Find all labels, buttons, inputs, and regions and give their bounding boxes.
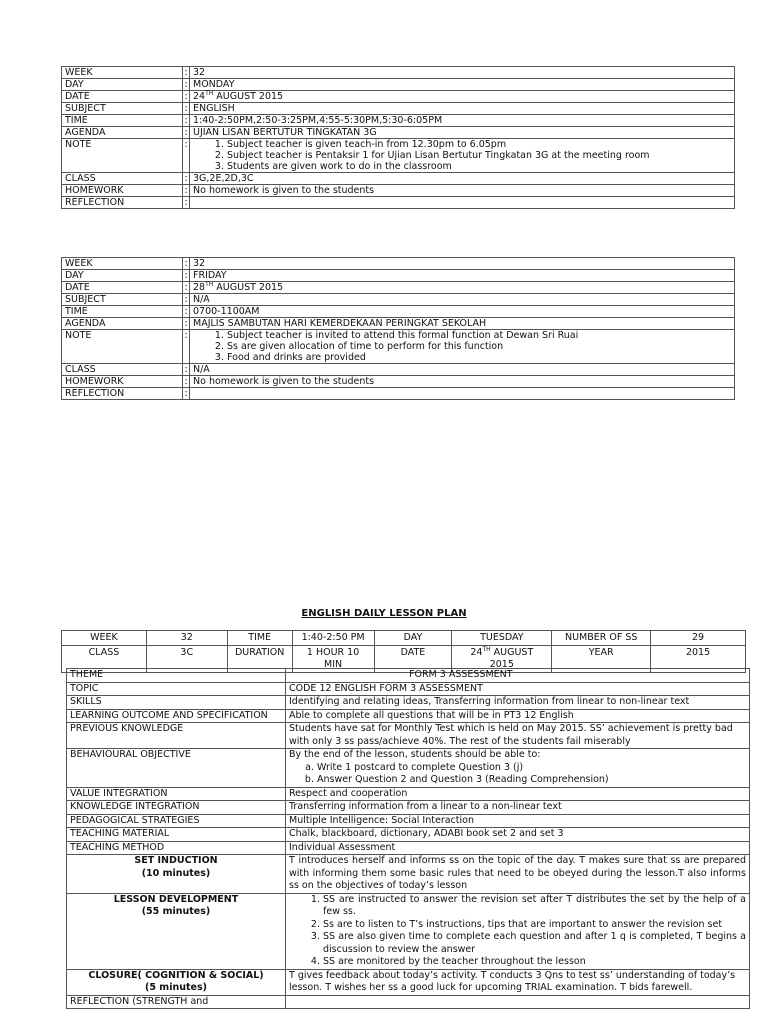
table-row	[67, 969, 750, 995]
table-row	[62, 115, 735, 127]
lesson-development-duration: (55 minutes)	[141, 906, 211, 917]
time-label: TIME	[62, 115, 183, 127]
table-row	[67, 995, 750, 1009]
knowledge-integration-value: Transferring information from a linear to a non-linear text	[286, 801, 750, 815]
colon: :	[184, 364, 188, 375]
date-suffix: TH	[205, 89, 214, 97]
lesson-development-title: LESSON DEVELOPMENT	[113, 893, 239, 905]
skills-value: Identifying and relating ideas, Transferring information from linear to non-linear text	[286, 696, 750, 710]
table-row	[62, 173, 735, 185]
table-row	[62, 364, 735, 376]
colon: :	[184, 294, 188, 305]
theme-text: FORM 3 ASSESSMENT	[409, 669, 513, 680]
note-value	[190, 330, 735, 364]
table-row	[67, 893, 750, 969]
date-day: 24	[470, 647, 483, 658]
list-item: 3. Food and drinks are provided	[227, 352, 731, 363]
list-item: 3. SS are also given time to complete each question and after 1 q is completed, T begins a discussion to review the answer	[323, 931, 746, 956]
list-item: b. Answer Question 2 and Question 3 (Reading Comprehension)	[317, 774, 746, 787]
table-row	[62, 376, 735, 388]
date-year: 2015	[489, 659, 514, 670]
colon: :	[184, 115, 188, 126]
table-row	[62, 91, 735, 103]
time-label: TIME	[62, 306, 183, 318]
homework-value: No homework is given to the students	[190, 185, 735, 197]
teaching-method-value: Individual Assessment	[286, 841, 750, 855]
table-row	[62, 79, 735, 91]
note-label: NOTE	[62, 330, 183, 364]
lesson-header-grid	[61, 630, 746, 673]
list-item: 2. Subject teacher is Pentaksir 1 for Ujian Lisan Bertutur Tingkatan 3G at the meeting room	[227, 150, 731, 161]
colon: :	[184, 79, 188, 90]
knowledge-integration-label: KNOWLEDGE INTEGRATION	[67, 801, 286, 815]
table-row	[62, 197, 735, 209]
day-value: TUESDAY	[452, 631, 552, 646]
date-label: DATE	[62, 282, 183, 294]
reflection-value	[190, 388, 735, 400]
time-label: TIME	[227, 631, 292, 646]
note-label: NOTE	[62, 139, 183, 173]
week-value: 32	[190, 258, 735, 270]
value-integration-label: VALUE INTEGRATION	[67, 787, 286, 801]
topic-value: CODE 12 ENGLISH FORM 3 ASSESSMENT	[286, 682, 750, 696]
friday-schedule-table	[61, 257, 735, 400]
set-induction-duration: (10 minutes)	[141, 867, 211, 879]
behavioural-objective-intro: By the end of the lesson, students should be able to:	[289, 749, 541, 760]
pedagogical-strategies-label: PEDAGOGICAL STRATEGIES	[67, 814, 286, 828]
duration-line-1: 1 HOUR 10	[306, 647, 360, 658]
colon: :	[184, 103, 188, 114]
day-label: DAY	[62, 79, 183, 91]
objective-list	[289, 762, 746, 787]
note-list	[193, 330, 731, 363]
agenda-value: UJIAN LISAN BERTUTUR TINGKATAN 3G	[190, 127, 735, 139]
list-item: 1. Subject teacher is invited to attend this formal function at Dewan Sri Ruai	[227, 330, 731, 341]
number-of-ss-label: NUMBER OF SS	[552, 631, 651, 646]
table-row	[67, 841, 750, 855]
reflection-label: REFLECTION (STRENGTH and	[67, 995, 286, 1009]
date-suffix: TH	[205, 280, 214, 288]
class-label: CLASS	[62, 364, 183, 376]
table-row	[67, 669, 750, 683]
week-value: 32	[190, 67, 735, 79]
subject-value: ENGLISH	[190, 103, 735, 115]
table-row	[62, 631, 746, 646]
date-label: DATE	[374, 646, 452, 673]
teaching-material-label: TEACHING MATERIAL	[67, 828, 286, 842]
class-label: CLASS	[62, 173, 183, 185]
list-item: 3. Students are given work to do in the classroom	[227, 161, 731, 172]
set-induction-label	[67, 855, 286, 894]
behavioural-objective-value	[286, 749, 750, 788]
class-value: 3C	[146, 646, 227, 673]
reflection-label: REFLECTION	[62, 388, 183, 400]
colon: :	[184, 185, 188, 196]
colon: :	[184, 258, 188, 269]
colon: :	[184, 376, 188, 387]
list-item: 1. Subject teacher is given teach-in from 12.30pm to 6.05pm	[227, 139, 731, 150]
table-row	[67, 749, 750, 788]
homework-label: HOMEWORK	[62, 185, 183, 197]
learning-outcome-value: Able to complete all questions that will be in PT3 12 English	[286, 709, 750, 723]
table-row	[62, 330, 735, 364]
table-row	[62, 306, 735, 318]
table-row	[67, 855, 750, 894]
week-label: WEEK	[62, 258, 183, 270]
list-item: 1. SS are instructed to answer the revision set after T distributes the set by the help of a few ss.	[323, 894, 746, 919]
colon: :	[184, 173, 188, 184]
date-rest: AUGUST 2015	[213, 91, 284, 102]
day-value: MONDAY	[190, 79, 735, 91]
list-item: 4. SS are monitored by the teacher throughout the lesson	[323, 956, 746, 969]
table-row	[62, 294, 735, 306]
colon: :	[184, 91, 188, 102]
note-value	[190, 139, 735, 173]
time-value: 1:40-2:50 PM	[292, 631, 374, 646]
table-row	[62, 103, 735, 115]
homework-label: HOMEWORK	[62, 376, 183, 388]
topic-label: TOPIC	[67, 682, 286, 696]
table-row	[67, 801, 750, 815]
skills-label: SKILLS	[67, 696, 286, 710]
table-row	[62, 258, 735, 270]
date-value	[190, 282, 735, 294]
colon: :	[184, 197, 188, 208]
day-value: FRIDAY	[190, 270, 735, 282]
table-row	[62, 270, 735, 282]
table-row	[62, 139, 735, 173]
previous-knowledge-value: Students have sat for Monthly Test which is held on May 2015. SS’ achievement is pretty bad with only 3 ss pass/achieve 40%. The rest of the students fail miserably	[286, 723, 750, 749]
year-value: 2015	[651, 646, 746, 673]
agenda-label: AGENDA	[62, 127, 183, 139]
previous-knowledge-label: PREVIOUS KNOWLEDGE	[67, 723, 286, 749]
lesson-development-label	[67, 893, 286, 969]
agenda-value: MAJLIS SAMBUTAN HARI KEMERDEKAAN PERINGKAT SEKOLAH	[190, 318, 735, 330]
monday-schedule-table	[61, 66, 735, 209]
colon: :	[184, 67, 188, 78]
set-induction-title: SET INDUCTION	[134, 855, 218, 866]
table-row	[67, 696, 750, 710]
colon: :	[183, 139, 190, 173]
lesson-development-value	[286, 893, 750, 969]
agenda-label: AGENDA	[62, 318, 183, 330]
closure-label	[67, 969, 286, 995]
teaching-material-value: Chalk, blackboard, dictionary, ADABI book set 2 and set 3	[286, 828, 750, 842]
colon: :	[184, 127, 188, 138]
week-label: WEEK	[62, 631, 147, 646]
colon: :	[183, 330, 190, 364]
date-value	[190, 91, 735, 103]
theme-label: THEME	[67, 669, 286, 683]
date-day: 28	[193, 282, 206, 293]
number-of-ss-value: 29	[651, 631, 746, 646]
lesson-plan-table	[66, 668, 750, 1009]
closure-title: CLOSURE( COGNITION & SOCIAL)	[88, 969, 264, 981]
pedagogical-strategies-value: Multiple Intelligence: Social Interaction	[286, 814, 750, 828]
table-row	[62, 318, 735, 330]
colon: :	[184, 318, 188, 329]
day-label: DAY	[62, 270, 183, 282]
closure-value: T gives feedback about today’s activity. T conducts 3 Qns to test ss’ understanding of today’s lesson. T wishes her ss a good luck for upcoming TRIAL examination. T bids farewell.	[286, 969, 750, 995]
set-induction-value: T introduces herself and informs ss on the topic of the day. T makes sure that ss are prepared with informing them some basic rules that need to be obeyed during the lesson.T also informs ss on the objectives of today’s lesson	[286, 855, 750, 894]
table-row	[62, 388, 735, 400]
year-label: YEAR	[552, 646, 651, 673]
colon: :	[184, 282, 188, 293]
colon: :	[184, 306, 188, 317]
closure-duration: (5 minutes)	[145, 982, 207, 993]
table-row	[62, 67, 735, 79]
list-item: a. Write 1 postcard to complete Question 3 (j)	[317, 762, 746, 775]
duration-line-2: MIN	[324, 659, 343, 670]
date-suffix: TH	[482, 645, 491, 653]
colon: :	[184, 270, 188, 281]
table-row	[62, 185, 735, 197]
date-day: 24	[193, 91, 206, 102]
day-label: DAY	[374, 631, 452, 646]
note-list	[193, 139, 731, 172]
colon: :	[184, 388, 188, 399]
table-row	[62, 282, 735, 294]
reflection-label: REFLECTION	[62, 197, 183, 209]
theme-value	[286, 669, 750, 683]
table-row	[67, 787, 750, 801]
homework-value: No homework is given to the students	[190, 376, 735, 388]
class-label: CLASS	[62, 646, 147, 673]
table-row	[67, 723, 750, 749]
table-row	[67, 709, 750, 723]
subject-label: SUBJECT	[62, 103, 183, 115]
date-rest: AUGUST 2015	[213, 282, 284, 293]
time-value: 1:40-2:50PM,2:50-3:25PM,4:55-5:30PM,5:30-6:05PM	[190, 115, 735, 127]
reflection-value	[286, 995, 750, 1009]
behavioural-objective-label: BEHAVIOURAL OBJECTIVE	[67, 749, 286, 788]
table-row	[67, 828, 750, 842]
table-row	[67, 814, 750, 828]
table-row	[67, 682, 750, 696]
value-integration-value: Respect and cooperation	[286, 787, 750, 801]
date-month: AUGUST	[490, 647, 534, 658]
reflection-value	[190, 197, 735, 209]
subject-value: N/A	[190, 294, 735, 306]
list-item: 2. Ss are to listen to T’s instructions, tips that are important to answer the revision set	[323, 919, 746, 932]
week-value: 32	[146, 631, 227, 646]
lesson-plan-title: ENGLISH DAILY LESSON PLAN	[301, 608, 467, 619]
class-value: 3G,2E,2D,3C	[190, 173, 735, 185]
week-label: WEEK	[62, 67, 183, 79]
table-row	[62, 127, 735, 139]
subject-label: SUBJECT	[62, 294, 183, 306]
list-item: 2. Ss are given allocation of time to perform for this function	[227, 341, 731, 352]
learning-outcome-label: LEARNING OUTCOME AND SPECIFICATION	[67, 709, 286, 723]
date-label: DATE	[62, 91, 183, 103]
teaching-method-label: TEACHING METHOD	[67, 841, 286, 855]
time-value: 0700-1100AM	[190, 306, 735, 318]
duration-label: DURATION	[227, 646, 292, 673]
class-value: N/A	[190, 364, 735, 376]
lesson-development-list	[289, 894, 746, 969]
